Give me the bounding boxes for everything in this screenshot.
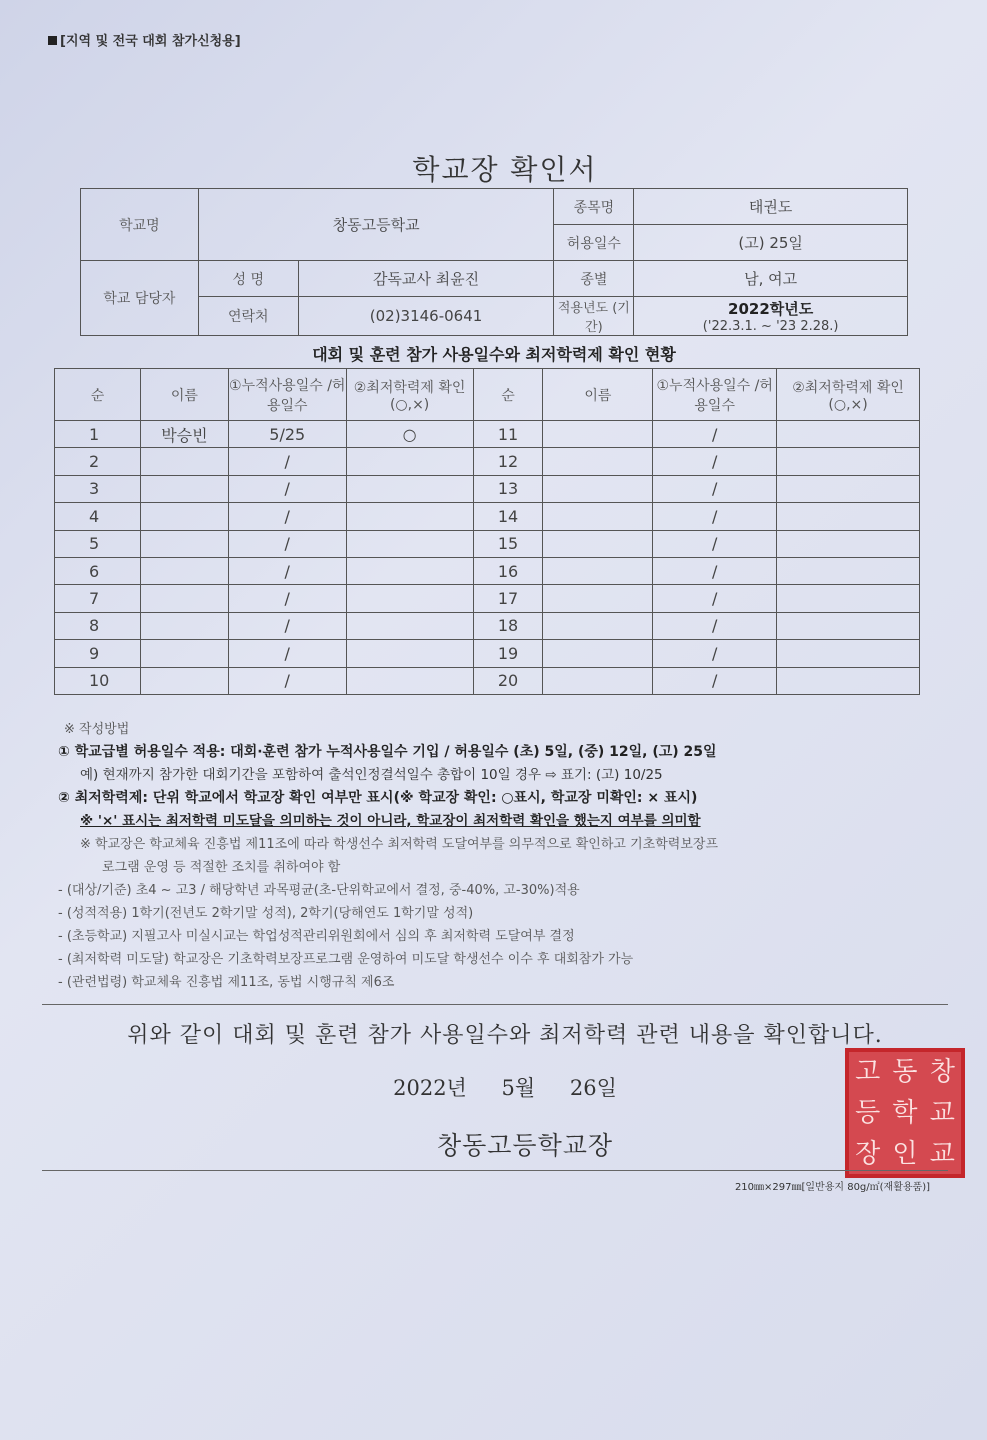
cell <box>140 448 228 475</box>
page-title: 학교장 확인서 <box>412 153 598 186</box>
cell <box>140 475 228 502</box>
cell <box>140 640 228 667</box>
cell: 17 <box>473 585 543 612</box>
cell: / <box>228 640 346 667</box>
cell: 10 <box>55 667 141 694</box>
detail-4: - (최저학력 미도달) 학교장은 기초학력보장프로그램 운영하여 미도달 학생선수 이수 후 대회참가 가능 <box>58 952 634 967</box>
col-days-right: ①누적사용일수 /허용일수 <box>653 369 777 421</box>
seal-char: 고 <box>855 1057 881 1088</box>
cell <box>543 475 653 502</box>
detail-1: - (대상/기준) 초4 ~ 고3 / 해당학년 과목평균(초-단위학교에서 결정, 중-40%, 고-30%)적용 <box>58 883 580 898</box>
status-title: 대회 및 훈련 참가 사용일수와 최저학력제 확인 현황 <box>312 345 676 364</box>
cell <box>346 475 473 502</box>
table-row <box>55 530 920 557</box>
note-2-b2: 로그램 운영 등 적절한 조치를 취하여야 함 <box>102 860 341 875</box>
sport-label: 종목명 <box>554 189 634 225</box>
table-row <box>55 640 920 667</box>
divider-bottom <box>42 1170 948 1171</box>
name-label: 성 명 <box>198 261 298 297</box>
cell: 1 <box>55 421 141 448</box>
sport-value: 태권도 <box>634 189 908 225</box>
date <box>40 1072 970 1102</box>
cell: / <box>228 585 346 612</box>
cell <box>777 421 920 448</box>
table-row <box>55 421 920 448</box>
cell: 3 <box>55 475 141 502</box>
cell: 13 <box>473 475 543 502</box>
cell: ○ <box>346 421 473 448</box>
cell <box>346 640 473 667</box>
cell: 18 <box>473 612 543 639</box>
cell: / <box>653 421 777 448</box>
seal-char: 학 <box>892 1097 918 1128</box>
school-seal-stamp <box>845 1048 965 1178</box>
detail-3: - (초등학교) 지필고사 미실시교는 학업성적관리위원회에서 심의 후 최저학력 도달여부 결정 <box>58 929 575 944</box>
cell <box>543 585 653 612</box>
col-no: 순 <box>55 369 141 421</box>
year-cell <box>634 297 908 336</box>
cell: / <box>228 448 346 475</box>
detail-2: - (성적적용) 1학기(전년도 2학기말 성적), 2학기(당해연도 1학기말 성적) <box>58 906 474 921</box>
confirm-text: 위와 같이 대회 및 훈련 참가 사용일수와 최저학력 관련 내용을 확인합니다. <box>127 1023 883 1048</box>
cell: 2 <box>55 448 141 475</box>
allowed-days-label: 허용일수 <box>554 225 634 261</box>
col-name: 이름 <box>140 369 228 421</box>
cell: / <box>653 640 777 667</box>
col-check: ②최저학력제 확인(○,×) <box>346 369 473 421</box>
cell: 9 <box>55 640 141 667</box>
col-name-right: 이름 <box>543 369 653 421</box>
cell: / <box>228 612 346 639</box>
cell <box>140 585 228 612</box>
cell: / <box>653 530 777 557</box>
cell <box>543 530 653 557</box>
cell <box>543 448 653 475</box>
cell <box>777 448 920 475</box>
table-row <box>55 448 920 475</box>
seal-char: 교 <box>929 1138 955 1169</box>
year-label: 적용년도 (기간) <box>554 297 634 336</box>
cell <box>346 530 473 557</box>
cell <box>777 612 920 639</box>
cell: 박승빈 <box>140 421 228 448</box>
seal-char: 인 <box>892 1138 918 1169</box>
table-header <box>55 369 920 421</box>
cell <box>140 612 228 639</box>
document <box>40 90 970 1210</box>
note-2: ② 최저학력제: 단위 학교에서 학교장 확인 여부만 표시(※ 학교장 확인: ○표시, 학교장 미확인: × 표시) <box>58 790 698 806</box>
contact-label: 연락처 <box>198 297 298 336</box>
seal-char: 교 <box>929 1097 955 1128</box>
note-1-example: 예) 현재까지 참가한 대회기간을 포함하여 출석인정결석일수 총합이 10일 경우 ⇨ 표기: (고) 10/25 <box>80 767 663 783</box>
cell <box>777 640 920 667</box>
contact-value: (02)3146-0641 <box>298 297 554 336</box>
cell <box>543 503 653 530</box>
divider-top <box>42 1004 948 1005</box>
cell <box>346 585 473 612</box>
cell: 14 <box>473 503 543 530</box>
seal-char: 창 <box>929 1057 955 1088</box>
cell <box>543 612 653 639</box>
detail-5: - (관련법령) 학교체육 진흥법 제11조, 동법 시행규칙 제6조 <box>58 975 395 990</box>
cell: / <box>653 503 777 530</box>
category-value: 남, 여고 <box>634 261 908 297</box>
cell: / <box>228 530 346 557</box>
cell: / <box>228 667 346 694</box>
cell: 15 <box>473 530 543 557</box>
cell <box>346 503 473 530</box>
cell: / <box>228 503 346 530</box>
cell <box>140 557 228 584</box>
table-row <box>55 585 920 612</box>
date-month: 5월 <box>501 1076 536 1100</box>
cell: 19 <box>473 640 543 667</box>
doc-tag: [지역 및 전국 대회 참가신청용] <box>48 30 241 49</box>
cell: 11 <box>473 421 543 448</box>
cell <box>543 557 653 584</box>
cell: 8 <box>55 612 141 639</box>
school-label: 학교명 <box>81 189 199 261</box>
cell <box>777 530 920 557</box>
cell <box>543 640 653 667</box>
cell <box>346 448 473 475</box>
allowed-days-value: (고) 25일 <box>634 225 908 261</box>
cell <box>777 503 920 530</box>
period-value: ('22.3.1. ~ '23 2.28.) <box>702 319 839 334</box>
cell: 4 <box>55 503 141 530</box>
cell <box>140 667 228 694</box>
cell <box>346 612 473 639</box>
table-row <box>55 475 920 502</box>
cell: / <box>653 585 777 612</box>
cell <box>346 667 473 694</box>
date-year: 2022년 <box>393 1076 467 1100</box>
notes-heading: ※ 작성방법 <box>64 722 130 737</box>
school-value: 창동고등학교 <box>198 189 554 261</box>
cell: 5/25 <box>228 421 346 448</box>
cell <box>543 667 653 694</box>
note-2-b1: ※ 학교장은 학교체육 진흥법 제11조에 따라 학생선수 최저학력 도달여부를 의무적으로 확인하고 기초학력보장프 <box>80 837 719 852</box>
principal-signature: 창동고등학교장 <box>436 1131 614 1160</box>
seal-char: 등 <box>855 1097 881 1128</box>
cell: 16 <box>473 557 543 584</box>
year-value: 2022학년도 <box>728 300 814 318</box>
cell: 12 <box>473 448 543 475</box>
cell <box>140 530 228 557</box>
date-day: 26일 <box>569 1076 617 1100</box>
cell: 6 <box>55 557 141 584</box>
table-row <box>55 503 920 530</box>
cell: / <box>228 475 346 502</box>
cell: / <box>653 557 777 584</box>
cell: 7 <box>55 585 141 612</box>
cell: 5 <box>55 530 141 557</box>
table-row <box>55 667 920 694</box>
manager-label: 학교 담당자 <box>81 261 199 336</box>
cell <box>777 557 920 584</box>
cell <box>777 585 920 612</box>
cell <box>140 503 228 530</box>
cell: / <box>653 612 777 639</box>
info-table <box>80 188 908 336</box>
name-value: 감독교사 최윤진 <box>298 261 554 297</box>
col-check-right: ②최저학력제 확인(○,×) <box>777 369 920 421</box>
cell <box>346 557 473 584</box>
note-1: ① 학교급별 허용일수 적용: 대회·훈련 참가 누적사용일수 기입 / 허용일수 (초) 5일, (중) 12일, (고) 25일 <box>58 744 717 760</box>
seal-char: 장 <box>855 1138 881 1169</box>
cell: / <box>228 557 346 584</box>
status-table <box>54 368 920 695</box>
table-row <box>55 557 920 584</box>
cell: / <box>653 475 777 502</box>
cell: 20 <box>473 667 543 694</box>
instructions <box>58 718 958 994</box>
paper-spec: 210㎜×297㎜[일반용지 80g/㎡(재활용품)] <box>734 1182 930 1193</box>
note-2-a: ※ '×' 표시는 최저학력 미도달을 의미하는 것이 아니라, 학교장이 최저학력 확인을 했는지 여부를 의미함 <box>80 813 701 829</box>
cell: / <box>653 448 777 475</box>
col-days: ①누적사용일수 /허용일수 <box>228 369 346 421</box>
cell: / <box>653 667 777 694</box>
col-no-right: 순 <box>473 369 543 421</box>
cell <box>777 475 920 502</box>
cell <box>543 421 653 448</box>
category-label: 종별 <box>554 261 634 297</box>
table-row <box>55 612 920 639</box>
cell <box>777 667 920 694</box>
seal-char: 동 <box>892 1057 918 1088</box>
